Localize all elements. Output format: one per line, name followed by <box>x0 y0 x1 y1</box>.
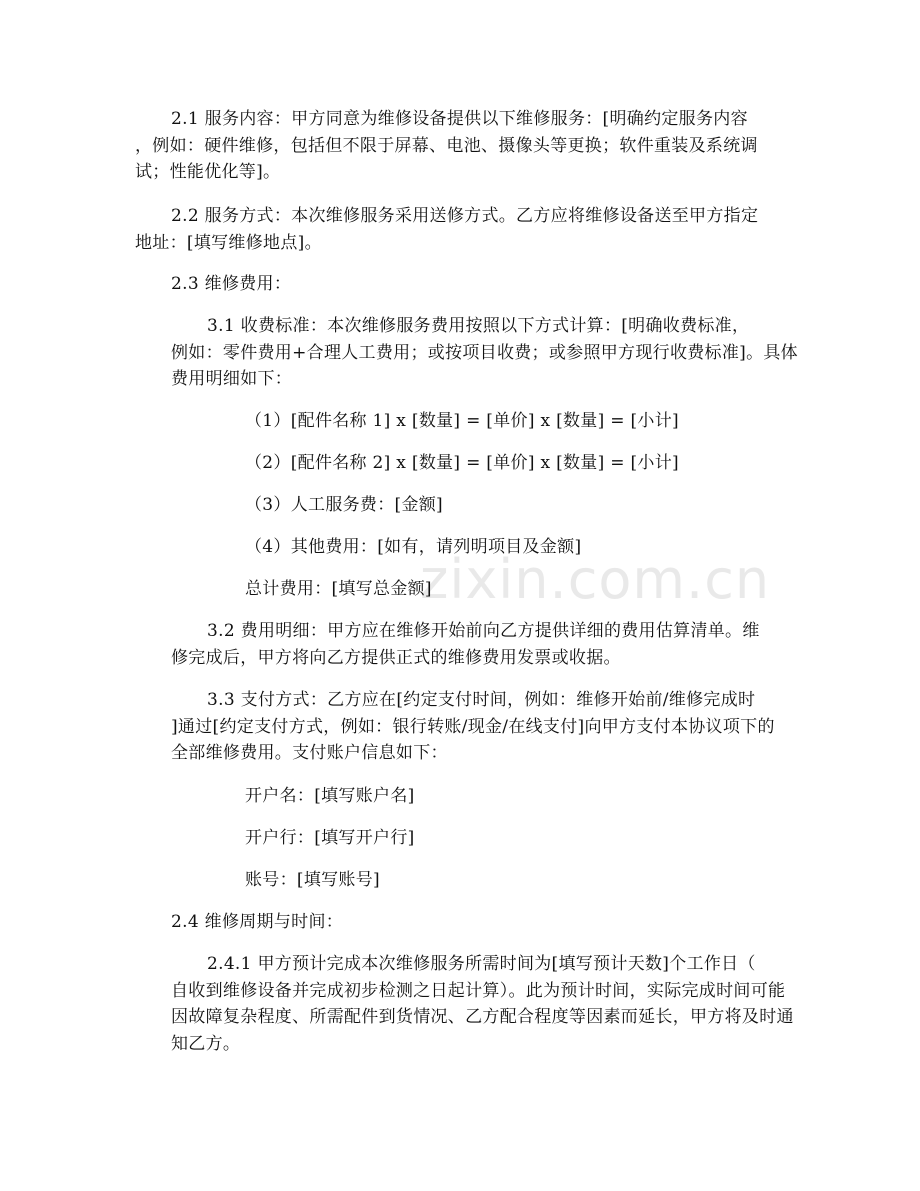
section-3-2 <box>171 618 760 671</box>
text-line: 2.1 服务内容：甲方同意为维修设备提供以下维修服务：[明确约定服务内容 <box>171 109 748 129</box>
section-2-4 <box>171 909 343 936</box>
text-line: 3.1 收费标准：本次维修服务费用按照以下方式计算：[明确收费标准， <box>207 316 750 336</box>
text-line: 修完成后，甲方将向乙方提供正式的维修费用发票或收据。 <box>171 647 621 668</box>
text-line: 自收到维修设备并完成初步检测之日起计算）。此为预计时间，实际完成时间可能 <box>171 980 786 1001</box>
text-line: 账号：[填写账号] <box>245 870 380 890</box>
text-line: （3）人工服务费：[金额] <box>245 495 443 515</box>
text-line: 2.4.1 甲方预计完成本次维修服务所需时间为[填写预计天数]个工作日（ <box>207 954 756 974</box>
text-line: 总计费用：[填写总金额] <box>245 579 432 599</box>
text-line: 开户行：[填写开户行] <box>245 828 415 848</box>
text-line: 2.2 服务方式：本次维修服务采用送修方式。乙方应将维修设备送至甲方指定 <box>171 206 759 226</box>
section-3-1 <box>171 313 798 393</box>
watermark: zixin.com.cn <box>420 548 771 611</box>
fee-item-3 <box>245 492 443 519</box>
text-line: 地址：[填写维修地点]。 <box>135 232 322 253</box>
text-line: 费用明细如下： <box>171 369 293 389</box>
account-name <box>245 783 415 810</box>
section-2-3 <box>171 271 291 298</box>
text-line: 3.3 支付方式：乙方应在[约定支付时间，例如：维修开始前/维修完成时 <box>207 690 756 710</box>
text-line: ，例如：硬件维修，包括但不限于屏幕、电池、摄像头等更换；软件重装及系统调 <box>135 135 758 156</box>
fee-total <box>245 576 432 603</box>
section-2-1 <box>135 106 758 186</box>
fee-item-4 <box>245 534 581 561</box>
text-line: （2）[配件名称 2] x [数量] = [单价] x [数量] = [小计] <box>245 453 679 473</box>
section-2-2 <box>135 203 758 256</box>
account-bank <box>245 825 415 852</box>
text-line: （1）[配件名称 1] x [数量] = [单价] x [数量] = [小计] <box>245 411 679 431</box>
text-line: 3.2 费用明细：甲方应在维修开始前向乙方提供详细的费用估算清单。维 <box>207 621 760 641</box>
fee-item-2 <box>245 450 679 477</box>
text-line: 开户名：[填写账户名] <box>245 786 415 806</box>
section-3-3 <box>171 687 775 767</box>
text-line: 例如：零件费用+合理人工费用；或按项目收费；或参照甲方现行收费标准]。具体 <box>171 342 798 363</box>
text-line: 2.4 维修周期与时间： <box>171 912 344 932</box>
account-number <box>245 867 380 894</box>
text-line: 全部维修费用。支付账户信息如下： <box>171 743 448 763</box>
text-line: 试；性能优化等]。 <box>135 162 281 182</box>
text-line: ]通过[约定支付方式，例如：银行转账/现金/在线支付]向甲方支付本协议项下的 <box>171 716 775 737</box>
text-line: （4）其他费用：[如有，请列明项目及金额] <box>245 537 582 557</box>
text-line: 因故障复杂程度、所需配件到货情况、乙方配合程度等因素而延长，甲方将及时通 <box>171 1007 794 1027</box>
text-line: 知乙方。 <box>171 1033 241 1054</box>
section-2-4-1 <box>171 951 794 1057</box>
fee-item-1 <box>245 408 679 435</box>
text-line: 2.3 维修费用： <box>171 274 292 294</box>
